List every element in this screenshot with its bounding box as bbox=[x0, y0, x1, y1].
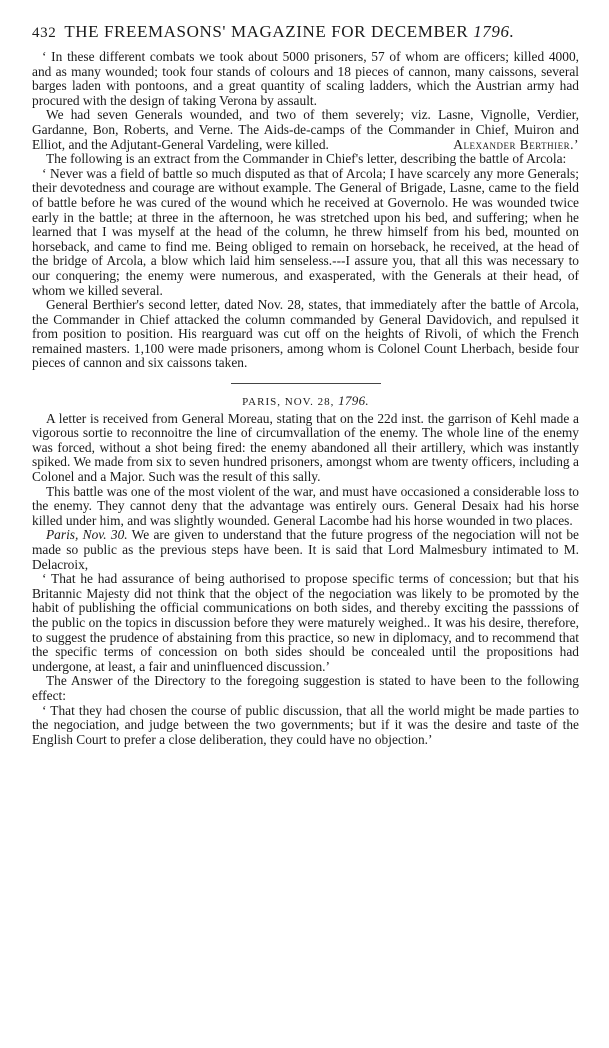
paragraph bbox=[32, 528, 579, 572]
page-header bbox=[32, 22, 579, 42]
article-body bbox=[32, 50, 579, 747]
quoted-statement: ‘ That he had assurance of being authorised to propose specific terms of concession; but that his Britannic Majesty did not think that the object of the negociation was likely to be promoted by the habit of publishing the official communications on both sides, and thereby exciting the passsions of the public on the topics in discussion before they were maturely weighed.. It was his desire, therefore, to suggest the prudence of abstaining from this practice, so new in diplomacy, and to recommend that the specific terms of concession on both sides should be concealed until the propositions had undergone, at least, a fair and uninfluenced discussion.’ bbox=[32, 571, 579, 674]
paragraph: A letter is received from General Moreau, stating that on the 22d inst. the garrison of Kehl made a vigorous sortie to reconnoitre the line of circumvallation of the enemy. The whole line of the enemy was forced, without a shot being fired: the enemy abandoned all their artillery, which was instantly spiked. We made from six to seven hundred prisoners, amongst whom are twenty officers, including a Colonel and a Major. Such was the result of this sally. bbox=[32, 410, 579, 485]
paragraph: ‘ In these different combats we took about 5000 prisoners, 57 of whom are officers; killed 4000, and as many wounded; took four stands of colours and 18 pieces of cannon, many caissons, several barges laden with pontoons, and a great quantity of scaling ladders, which the Austrian army had procured with the design of taking Verona by assault. bbox=[32, 49, 579, 108]
running-title-year: 1796. bbox=[473, 22, 515, 41]
dateline-year: 1796. bbox=[338, 393, 369, 409]
quoted-letter: ‘ Never was a field of battle so much disputed as that of Arcola; I have scarcely any more Generals; their devotedness and courage are without example. The General of Brigade, Lasne, came to the field of battle before he was cured of the wound which he received at Governolo. He was wounded twice early in the battle; at three in the afternoon, he was stretched upon his bed, and suffering; when he learned that I was myself at the head of the column, he threw himself from his bed, mounted on horseback, and came to find me. Being obliged to remain on horseback, he received, at the head of the bridge of Arcola, a blow which laid him senseless.---I assure you, that all this was necessary to our conquering; the enemy were numerous, and exasperated, with the Generals at their head, of whom we killed several. bbox=[32, 165, 579, 298]
paragraph-lead: Paris, Nov. 30. bbox=[46, 527, 128, 543]
page-number: 432 bbox=[32, 25, 57, 41]
dateline bbox=[32, 394, 579, 410]
paragraph: The Answer of the Directory to the foregoing suggestion is stated to have been to the following effect: bbox=[32, 673, 579, 703]
running-title-text: THE FREEMASONS' MAGAZINE FOR DECEMBER bbox=[64, 22, 469, 41]
section-divider bbox=[231, 383, 381, 384]
quoted-statement: ‘ That they had chosen the course of public discussion, that all the world might be made parties to the negociation, and judge between the two governments; but if it was the desire and taste of the English Court to prefer a close deliberation, they could have no objection.’ bbox=[32, 702, 579, 747]
paragraph: We had seven Generals wounded, and two of them severely; viz. Lasne, Vignolle, Verdier, Gardanne, Bon, Roberts, and Verne. The Aids-de-camps of the Commander in Chief, Muiron and Elliot, and the Adjutant-General Vardeling, were killed. bbox=[32, 107, 579, 152]
paragraph: This battle was one of the most violent of the war, and must have occasioned a considerable loss to the enemy. They cannot deny that the advantage was entirely ours. General Desaix had his horse killed under him, and was slightly wounded. General Lacombe had his horse wounded in two places. bbox=[32, 483, 579, 528]
running-title bbox=[64, 22, 514, 42]
signature: Alexander Berthier.’ bbox=[453, 136, 579, 152]
paragraph-text: We are given to understand that the future progress of the negociation will not be made so public as the previous steps have been. It is said that Lord Malmesbury intimated to M. Delacroix, bbox=[32, 527, 579, 572]
paragraph: The following is an extract from the Commander in Chief's letter, describing the battle of Arcola: bbox=[46, 151, 567, 167]
dateline-text: PARIS, NOV. 28, bbox=[242, 396, 335, 409]
paragraph: General Berthier's second letter, dated Nov. 28, states, that immediately after the battle of Arcola, the Commander in Chief attacked the column commanded by General Davidovich, and repulsed it from position to position. His rearguard was cut off on the heights of Rivoli, of which the French remained masters. 1,100 were made prisoners, among whom is Colonel Count Lherbach, beside four pieces of cannon and six caissons taken. bbox=[32, 297, 579, 371]
